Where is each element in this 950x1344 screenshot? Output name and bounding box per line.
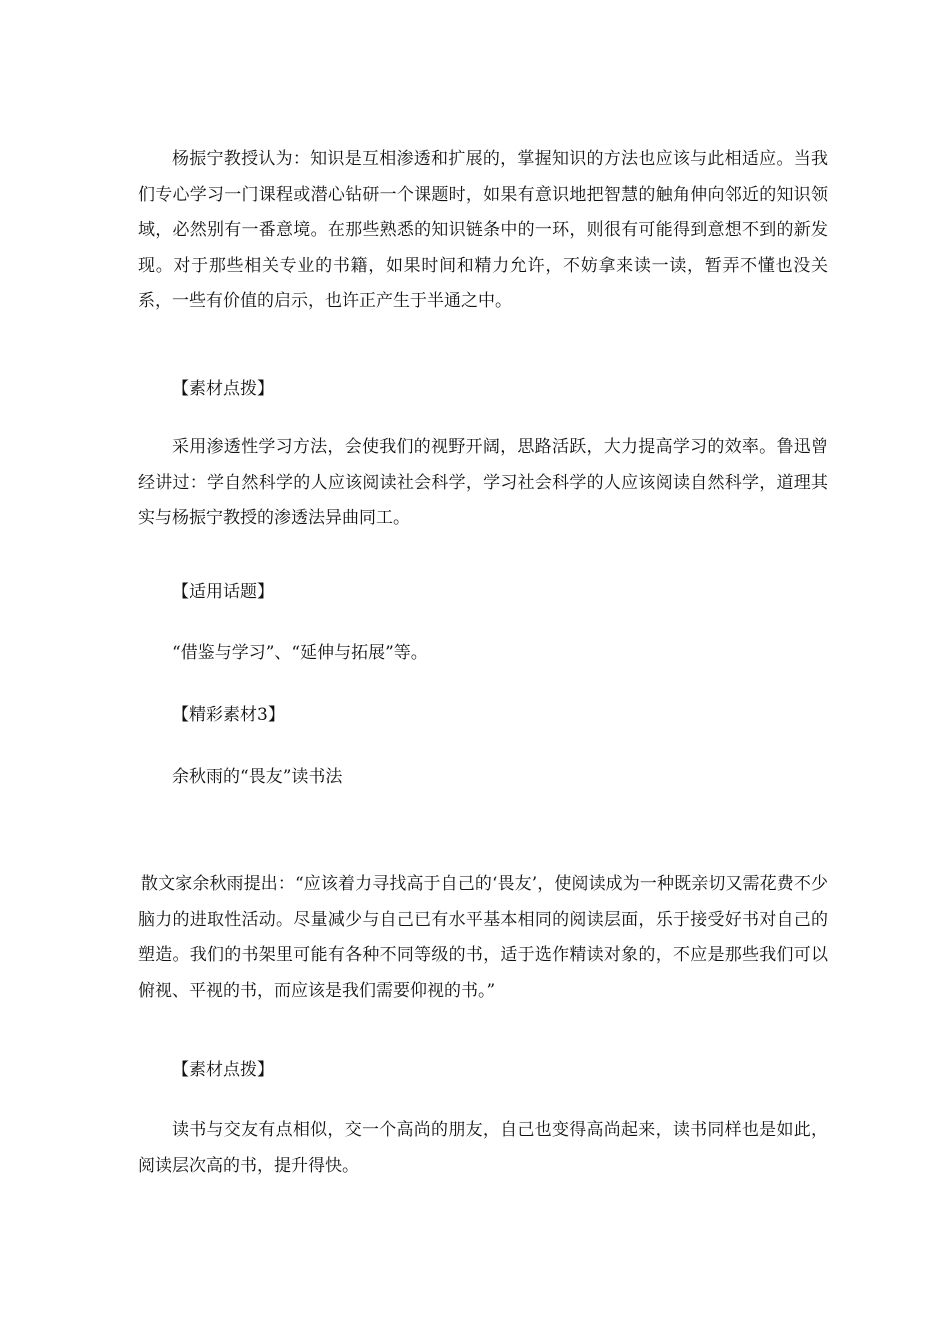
paragraph-reading-and-friends: 读书与交友有点相似，交一个高尚的朋友，自己也变得高尚起来，读书同样也是如此，阅读层次高的书，提升得快。 — [138, 1120, 828, 1176]
section-heading-material-commentary-2: 【素材点拨】 — [172, 1060, 274, 1080]
material-title: 余秋雨的“畏友”读书法 — [172, 767, 343, 787]
topics-line: “借鉴与学习”、“延伸与拓展”等。 — [172, 643, 428, 663]
paragraph-permeation-method: 采用渗透性学习方法，会使我们的视野开阔，思路活跃，大力提高学习的效率。鲁迅曾经讲过：学自然科学的人应该阅读社会科学，学习社会科学的人应该阅读自然科学，道理其实与杨振宁教授的渗透法异曲同工。 — [138, 437, 828, 528]
section-heading-applicable-topics: 【适用话题】 — [172, 582, 274, 602]
paragraph-yu-qiuyu: 散文家余秋雨提出：“应该着力寻找高于自己的‘畏友’，使阅读成为一种既亲切又需花费不少脑力的进取性活动。尽量减少与自己已有水平基本相同的阅读层面，乐于接受好书对自己的塑造。我们的书架里可能有各种不同等级的书，适于选作精读对象的，不应是那些我们可以俯视、平视的书，而应该是我们需要仰视的书。” — [138, 874, 828, 1001]
section-heading-material-commentary: 【素材点拨】 — [172, 379, 274, 399]
section-heading-material-3: 【精彩素材3】 — [172, 705, 285, 725]
paragraph-yang-zhenning: 杨振宁教授认为：知识是互相渗透和扩展的，掌握知识的方法也应该与此相适应。当我们专心学习一门课程或潜心钻研一个课题时，如果有意识地把智慧的触角伸向邻近的知识领域，必然别有一番意境。在那些熟悉的知识链条中的一环，则很有可能得到意想不到的新发现。对于那些相关专业的书籍，如果时间和精力允许，不妨拿来读一读，暂弄不懂也没关系，一些有价值的启示，也许正产生于半通之中。 — [138, 149, 828, 311]
